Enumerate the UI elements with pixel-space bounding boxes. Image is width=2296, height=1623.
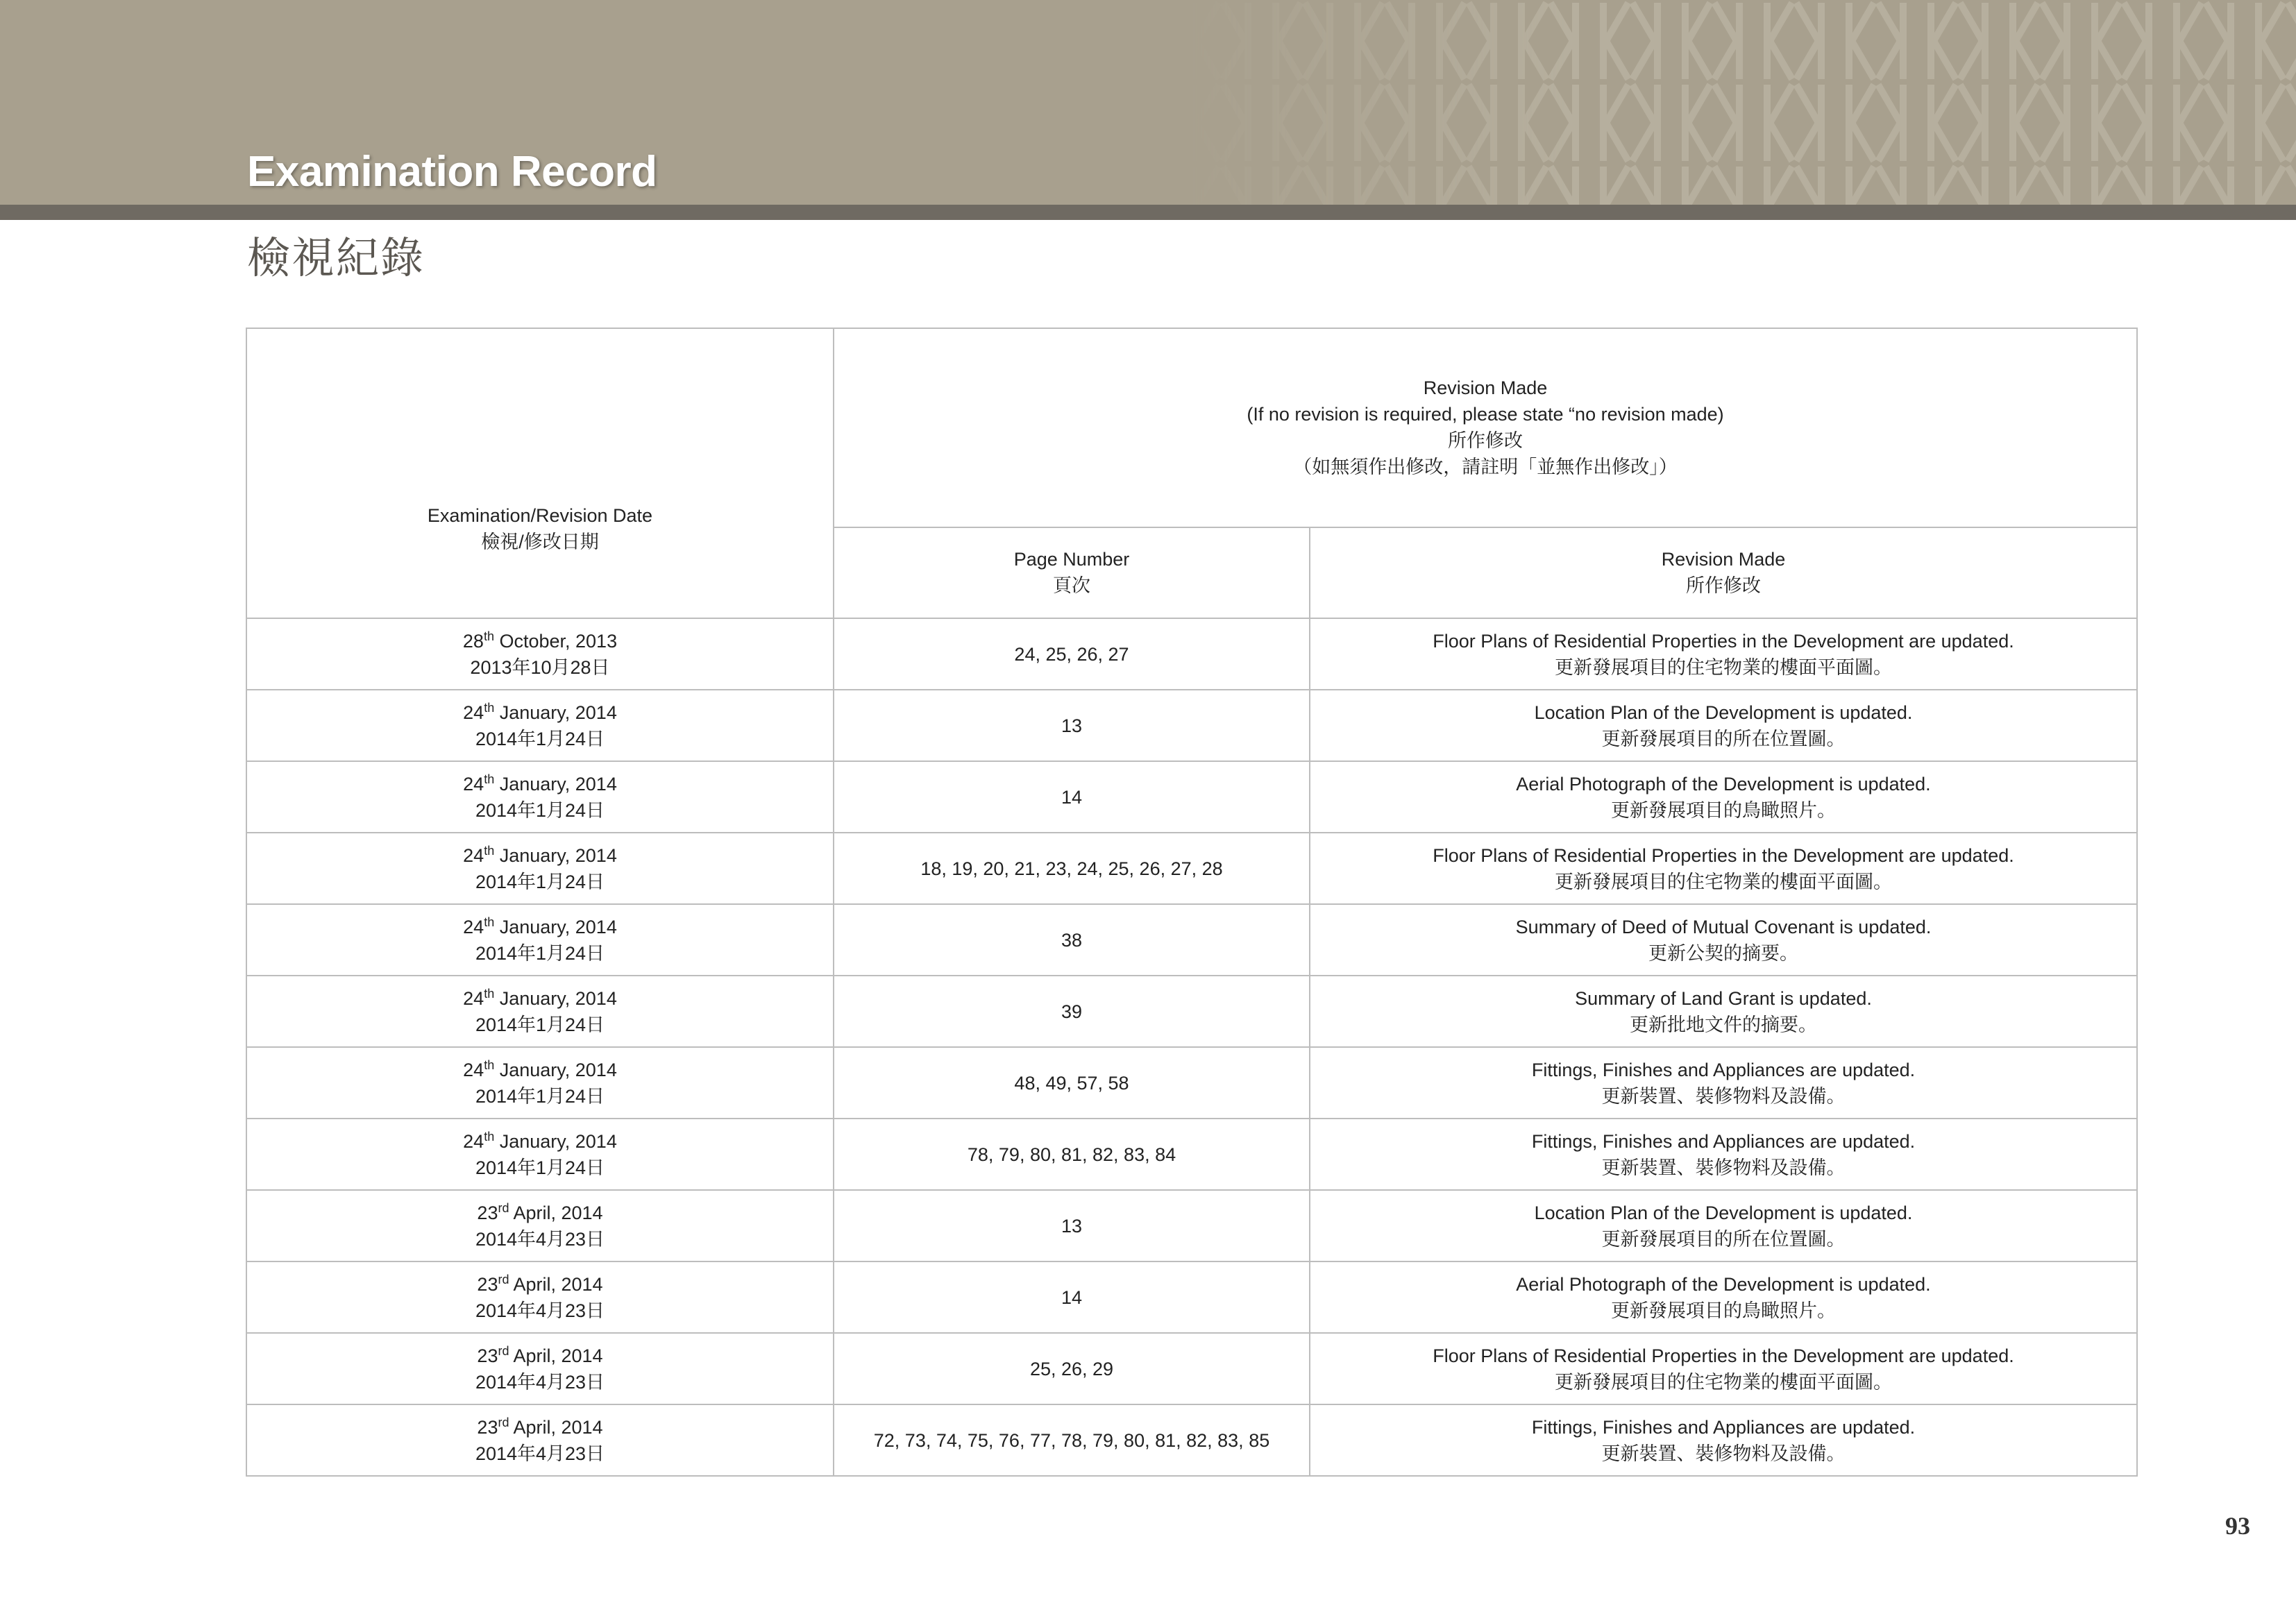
date-cell bbox=[246, 1261, 834, 1333]
revision-en: Summary of Land Grant is updated. bbox=[1575, 987, 1872, 1009]
table-row bbox=[246, 761, 2137, 833]
date-cell bbox=[246, 1333, 834, 1404]
banner-divider bbox=[0, 205, 2296, 220]
date-day: 24 bbox=[463, 844, 484, 866]
date-cell bbox=[246, 1404, 834, 1476]
revision-en: Fittings, Finishes and Appliances are updated. bbox=[1531, 1130, 1916, 1152]
header-banner bbox=[0, 0, 2296, 205]
revision-zh: 更新發展項目的住宅物業的樓面平面圖。 bbox=[1555, 871, 1892, 892]
date-en bbox=[247, 628, 833, 654]
date-day: 24 bbox=[463, 916, 484, 937]
revision-cell bbox=[1310, 761, 2137, 833]
page-number: 93 bbox=[2225, 1512, 2250, 1540]
date-cell bbox=[246, 761, 834, 833]
date-month-year: January, 2014 bbox=[494, 844, 617, 866]
date-day: 28 bbox=[462, 630, 484, 652]
date-month-year: April, 2014 bbox=[509, 1202, 603, 1223]
header-revision-note-zh: （如無須作出修改，請註明「並無作出修改」） bbox=[1293, 457, 1678, 478]
revision-zh: 更新裝置、裝修物料及設備。 bbox=[1601, 1443, 1846, 1464]
date-zh: 2014年1月24日 bbox=[475, 871, 605, 892]
header-date-en: Examination/Revision Date bbox=[427, 505, 653, 526]
table-row bbox=[246, 904, 2137, 976]
date-month-year: January, 2014 bbox=[494, 916, 617, 937]
revision-zh: 更新發展項目的鳥瞰照片。 bbox=[1611, 1300, 1836, 1321]
date-en bbox=[247, 1343, 833, 1369]
table-row bbox=[246, 618, 2137, 690]
date-zh: 2014年4月23日 bbox=[475, 1443, 605, 1464]
date-suffix: th bbox=[484, 915, 495, 929]
date-suffix: th bbox=[484, 700, 495, 715]
date-zh: 2014年4月23日 bbox=[475, 1371, 605, 1393]
date-zh: 2014年4月23日 bbox=[475, 1300, 605, 1321]
table-row bbox=[246, 833, 2137, 904]
page-number-cell: 39 bbox=[834, 976, 1310, 1047]
revision-cell bbox=[1310, 976, 2137, 1047]
date-month-year: January, 2014 bbox=[494, 1059, 617, 1080]
table-row bbox=[246, 1404, 2137, 1476]
date-cell bbox=[246, 690, 834, 761]
date-en bbox=[247, 699, 833, 726]
revision-cell bbox=[1310, 833, 2137, 904]
page-number-cell: 25, 26, 29 bbox=[834, 1333, 1310, 1404]
page-number-cell: 13 bbox=[834, 690, 1310, 761]
table-row bbox=[246, 1261, 2137, 1333]
subheader-revision-cell bbox=[1310, 527, 2137, 618]
date-month-year: January, 2014 bbox=[494, 1130, 617, 1152]
revision-en: Location Plan of the Development is updated. bbox=[1534, 1202, 1913, 1223]
date-cell bbox=[246, 833, 834, 904]
revision-en: Aerial Photograph of the Development is updated. bbox=[1516, 773, 1931, 794]
page-number-cell: 14 bbox=[834, 761, 1310, 833]
date-day: 24 bbox=[463, 1059, 484, 1080]
date-cell bbox=[246, 1119, 834, 1190]
revision-cell bbox=[1310, 690, 2137, 761]
date-suffix: th bbox=[484, 843, 495, 858]
date-suffix: rd bbox=[498, 1272, 509, 1286]
date-zh: 2014年4月23日 bbox=[475, 1228, 605, 1250]
header-date-zh: 檢視/修改日期 bbox=[481, 532, 599, 552]
date-day: 23 bbox=[477, 1416, 498, 1438]
revision-en: Aerial Photograph of the Development is updated. bbox=[1516, 1273, 1931, 1295]
date-cell bbox=[246, 904, 834, 976]
date-suffix: th bbox=[484, 1129, 495, 1144]
revision-cell bbox=[1310, 1047, 2137, 1119]
revision-cell bbox=[1310, 618, 2137, 690]
revision-cell bbox=[1310, 1190, 2137, 1261]
date-zh: 2014年1月24日 bbox=[475, 1014, 605, 1035]
revision-en: Fittings, Finishes and Appliances are updated. bbox=[1531, 1059, 1916, 1080]
date-zh: 2014年1月24日 bbox=[475, 1085, 605, 1107]
header-date-cell bbox=[246, 328, 834, 618]
table-header-row bbox=[246, 328, 2137, 527]
revision-zh: 更新發展項目的所在位置圖。 bbox=[1601, 728, 1846, 749]
date-zh: 2014年1月24日 bbox=[475, 942, 605, 964]
date-day: 23 bbox=[477, 1202, 498, 1223]
date-en bbox=[247, 914, 833, 940]
page-number-cell: 48, 49, 57, 58 bbox=[834, 1047, 1310, 1119]
date-suffix: th bbox=[484, 1057, 495, 1072]
header-revision-note-en: (If no revision is required, please state “no revision made) bbox=[1247, 404, 1724, 425]
page-number-cell: 18, 19, 20, 21, 23, 24, 25, 26, 27, 28 bbox=[834, 833, 1310, 904]
revision-zh: 更新批地文件的摘要。 bbox=[1630, 1014, 1817, 1035]
page-title-chinese: 檢視紀錄 bbox=[247, 235, 425, 282]
date-cell bbox=[246, 1190, 834, 1261]
date-en bbox=[247, 1414, 833, 1441]
header-revision-zh: 所作修改 bbox=[1448, 430, 1523, 452]
date-zh: 2014年1月24日 bbox=[475, 728, 605, 749]
date-zh: 2014年1月24日 bbox=[475, 799, 605, 821]
revision-zh: 更新發展項目的所在位置圖。 bbox=[1601, 1228, 1846, 1250]
date-cell bbox=[246, 976, 834, 1047]
revision-zh: 更新公契的摘要。 bbox=[1648, 942, 1798, 964]
revision-cell bbox=[1310, 1119, 2137, 1190]
date-day: 24 bbox=[463, 702, 484, 723]
date-month-year: January, 2014 bbox=[494, 987, 617, 1009]
page-number-cell: 14 bbox=[834, 1261, 1310, 1333]
date-cell bbox=[246, 618, 834, 690]
page-number-cell: 78, 79, 80, 81, 82, 83, 84 bbox=[834, 1119, 1310, 1190]
date-suffix: th bbox=[484, 986, 495, 1001]
date-day: 24 bbox=[463, 1130, 484, 1152]
date-month-year: January, 2014 bbox=[494, 702, 617, 723]
revision-zh: 更新裝置、裝修物料及設備。 bbox=[1601, 1085, 1846, 1107]
date-month-year: October, 2013 bbox=[493, 630, 618, 652]
date-month-year: April, 2014 bbox=[509, 1345, 603, 1366]
header-revision-cell bbox=[834, 328, 2137, 527]
date-suffix: rd bbox=[498, 1343, 509, 1358]
date-suffix: rd bbox=[498, 1415, 509, 1429]
date-en bbox=[247, 771, 833, 797]
revision-cell bbox=[1310, 1333, 2137, 1404]
subheader-page-cell bbox=[834, 527, 1310, 618]
page-number-cell: 38 bbox=[834, 904, 1310, 976]
date-en bbox=[247, 1200, 833, 1226]
subheader-page-zh: 頁次 bbox=[1053, 575, 1090, 597]
subheader-revision-en: Revision Made bbox=[1661, 549, 1786, 570]
date-cell bbox=[246, 1047, 834, 1119]
date-day: 24 bbox=[463, 773, 484, 794]
date-en bbox=[247, 985, 833, 1012]
revision-en: Location Plan of the Development is updated. bbox=[1534, 702, 1913, 723]
date-suffix: rd bbox=[498, 1200, 509, 1215]
date-zh: 2014年1月24日 bbox=[475, 1157, 605, 1178]
table-row bbox=[246, 1333, 2137, 1404]
date-day: 24 bbox=[463, 987, 484, 1009]
date-day: 23 bbox=[477, 1345, 498, 1366]
revision-en: Floor Plans of Residential Properties in the Development are updated. bbox=[1433, 630, 2014, 652]
table-row bbox=[246, 1190, 2137, 1261]
table-row bbox=[246, 690, 2137, 761]
revision-cell bbox=[1310, 1404, 2137, 1476]
revision-en: Floor Plans of Residential Properties in the Development are updated. bbox=[1433, 1345, 2014, 1366]
revision-zh: 更新裝置、裝修物料及設備。 bbox=[1601, 1157, 1846, 1178]
revision-cell bbox=[1310, 1261, 2137, 1333]
subheader-revision-zh: 所作修改 bbox=[1686, 575, 1761, 597]
table-row bbox=[246, 1047, 2137, 1119]
revision-zh: 更新發展項目的住宅物業的樓面平面圖。 bbox=[1555, 656, 1892, 678]
date-suffix: th bbox=[484, 772, 495, 786]
date-zh: 2013年10月28日 bbox=[470, 656, 610, 678]
date-en bbox=[247, 1271, 833, 1298]
date-en bbox=[247, 1128, 833, 1155]
revision-en: Fittings, Finishes and Appliances are updated. bbox=[1531, 1416, 1916, 1438]
date-month-year: April, 2014 bbox=[509, 1416, 603, 1438]
date-en bbox=[247, 1057, 833, 1083]
date-month-year: April, 2014 bbox=[509, 1273, 603, 1295]
page-number-cell: 72, 73, 74, 75, 76, 77, 78, 79, 80, 81, 82, 83, 85 bbox=[834, 1404, 1310, 1476]
table-row bbox=[246, 1119, 2137, 1190]
date-en bbox=[247, 842, 833, 869]
date-day: 23 bbox=[477, 1273, 498, 1295]
examination-record-table bbox=[246, 328, 2138, 1477]
decorative-pattern-icon bbox=[1180, 0, 2296, 205]
date-suffix: th bbox=[483, 629, 494, 643]
revision-cell bbox=[1310, 904, 2137, 976]
date-month-year: January, 2014 bbox=[494, 773, 617, 794]
page-number-cell: 24, 25, 26, 27 bbox=[834, 618, 1310, 690]
revision-zh: 更新發展項目的鳥瞰照片。 bbox=[1611, 799, 1836, 821]
subheader-page-en: Page Number bbox=[1013, 549, 1130, 570]
revision-zh: 更新發展項目的住宅物業的樓面平面圖。 bbox=[1555, 1371, 1892, 1393]
page-number-cell: 13 bbox=[834, 1190, 1310, 1261]
revision-en: Summary of Deed of Mutual Covenant is updated. bbox=[1515, 916, 1932, 937]
revision-en: Floor Plans of Residential Properties in the Development are updated. bbox=[1433, 844, 2014, 866]
table-row bbox=[246, 976, 2137, 1047]
page-title: Examination Record bbox=[247, 148, 657, 196]
header-revision-en: Revision Made bbox=[1423, 377, 1548, 399]
